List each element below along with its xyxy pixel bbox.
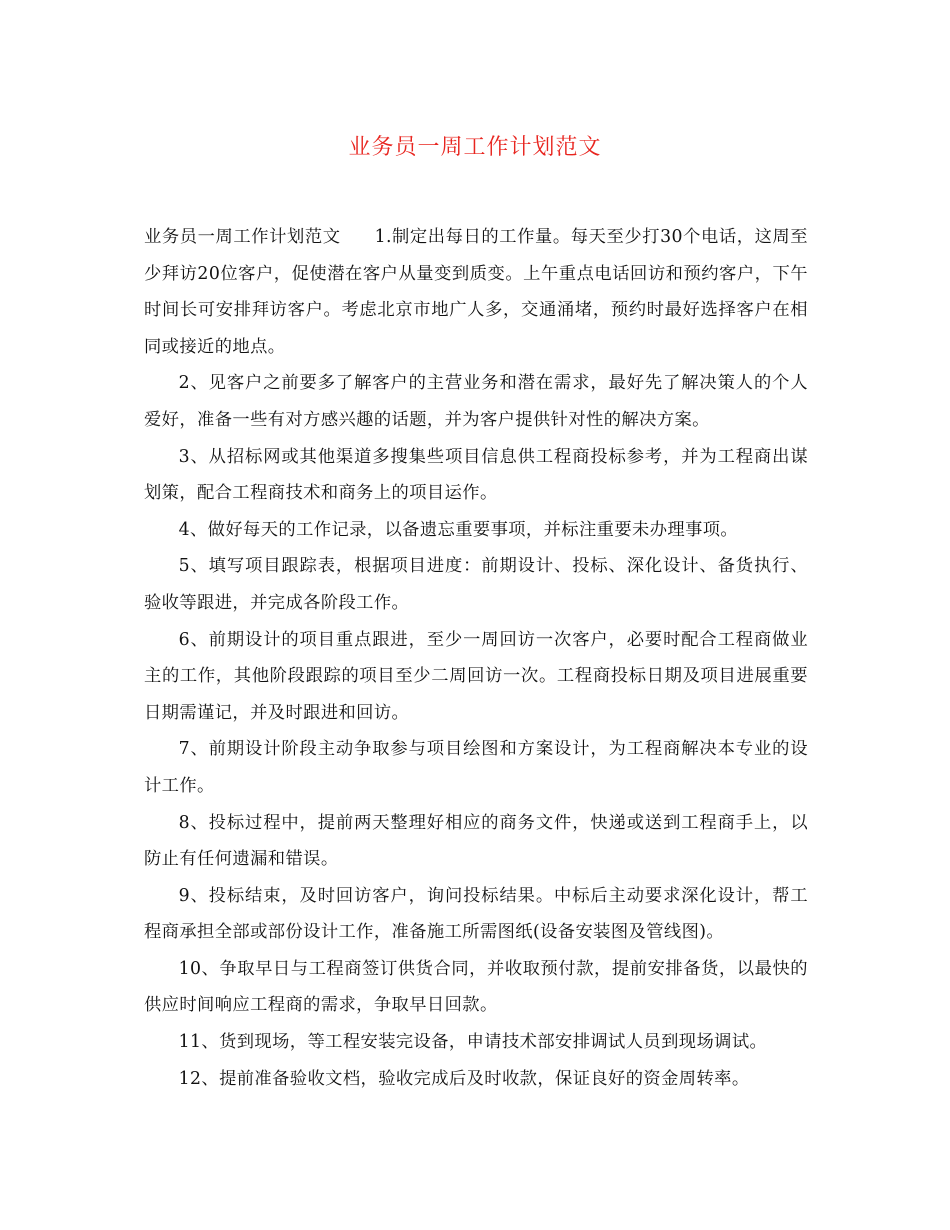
paragraph-2: 2、见客户之前要多了解客户的主营业务和潜在需求，最好先了解决策人的个人爱好，准备一些有对方感兴趣的话题，并为客户提供针对性的解决方案。 bbox=[144, 373, 808, 430]
paragraph-3: 3、从招标网或其他渠道多搜集些项目信息供工程商投标参考，并为工程商出谋划策，配合工程商技术和商务上的项目运作。 bbox=[144, 446, 808, 504]
paragraph-10: 10、争取早日与工程商签订供货合同，并收取预付款，提前安排备货，以最快的供应时间响应工程商的需求，争取早日回款。 bbox=[144, 958, 808, 1016]
paragraph-1-text: 1.制定出每日的工作量。每天至少打30个电话，这周至少拜访20位客户，促使潜在客户从量变到质变。上午重点电话回访和预约客户，下午时间长可安排拜访客户。考虑北京市地广人多，交通涌堵，预约时最好选择客户在相同或接近的地点。 bbox=[144, 227, 808, 357]
paragraph-5: 5、填写项目跟踪表，根据项目进度：前期设计、投标、深化设计、备货执行、验收等跟进，并完成各阶段工作。 bbox=[144, 556, 808, 613]
document-body bbox=[144, 219, 808, 1097]
paragraph-7: 7、前期设计阶段主动争取参与项目绘图和方案设计，为工程商解决本专业的设计工作。 bbox=[144, 739, 808, 796]
paragraph-4: 4、做好每天的工作记录，以备遗忘重要事项，并标注重要未办理事项。 bbox=[178, 519, 739, 540]
document-title: 业务员一周工作计划范文 bbox=[348, 135, 602, 160]
paragraph-6: 6、前期设计的项目重点跟进，至少一周回访一次客户，必要时配合工程商做业主的工作，其他阶段跟踪的项目至少二周回访一次。工程商投标日期及项目进展重要日期需谨记，并及时跟进和回访。 bbox=[144, 629, 808, 723]
paragraph-1 bbox=[144, 219, 808, 365]
paragraph-11: 11、货到现场，等工程安装完设备，申请技术部安排调试人员到现场调试。 bbox=[178, 1032, 768, 1053]
paragraph-8: 8、投标过程中，提前两天整理好相应的商务文件，快递或送到工程商手上，以防止有任何遗漏和错误。 bbox=[144, 812, 808, 870]
lead-title: 业务员一周工作计划范文 bbox=[144, 227, 341, 247]
paragraph-12: 12、提前准备验收文档，验收完成后及时收款，保证良好的资金周转率。 bbox=[178, 1068, 750, 1089]
paragraph-9: 9、投标结束，及时回访客户，询问投标结果。中标后主动要求深化设计，帮工程商承担全部或部份设计工作，准备施工所需图纸(设备安装图及管线图)。 bbox=[144, 885, 808, 943]
